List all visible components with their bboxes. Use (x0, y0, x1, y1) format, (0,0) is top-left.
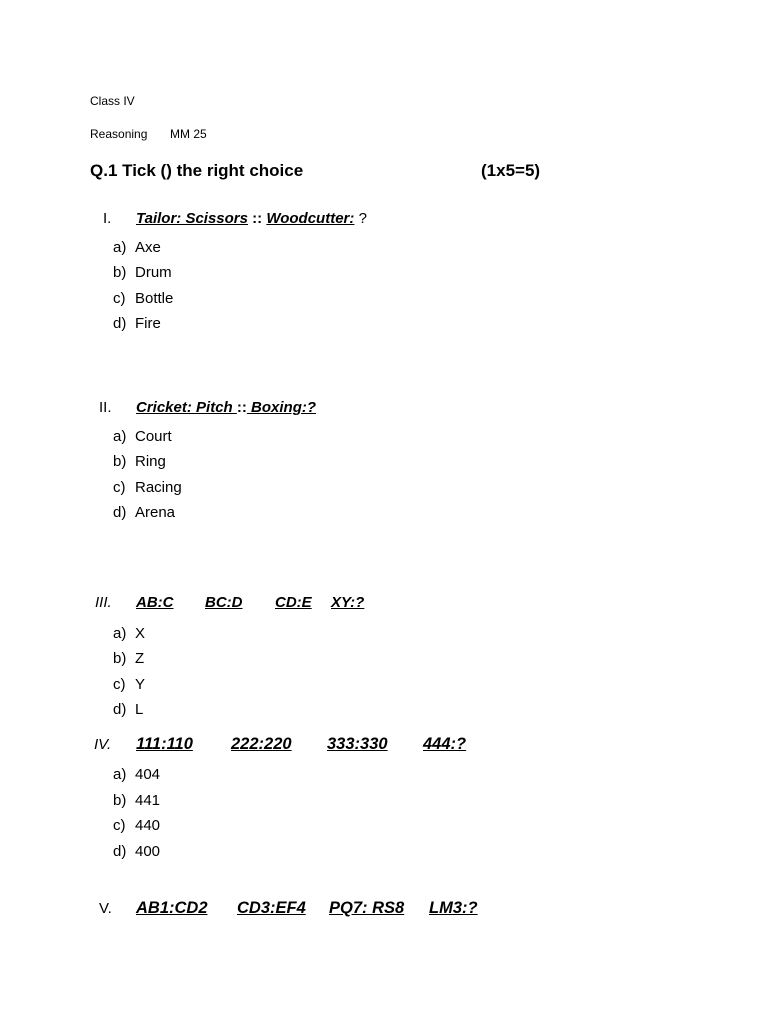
option-letter: a) (113, 766, 127, 783)
option-item[interactable] (113, 453, 166, 470)
question-term (275, 594, 312, 611)
option-letter: b) (113, 650, 127, 667)
question-term (423, 735, 466, 754)
option-item[interactable] (113, 428, 172, 445)
option-text: Fire (135, 315, 161, 332)
option-item[interactable] (113, 479, 182, 496)
option-text: L (135, 701, 144, 718)
option-letter: c) (113, 479, 126, 496)
option-item[interactable] (113, 650, 144, 667)
question-term (136, 899, 208, 918)
term-text: CD:E (275, 594, 312, 611)
question-term: Boxing:? (246, 399, 317, 416)
option-letter: b) (113, 264, 127, 281)
term-text: 333:330 (327, 735, 388, 753)
question-term (205, 594, 243, 611)
analogy-separator: :: (252, 210, 263, 227)
option-letter: d) (113, 701, 127, 718)
option-item[interactable] (113, 701, 143, 718)
term-text: AB1:CD2 (136, 899, 208, 917)
section-marks: (1x5=5) (481, 161, 541, 180)
question-term (327, 735, 388, 754)
question-stem (136, 399, 316, 416)
question-term: Tailor: Scissors (136, 210, 248, 227)
option-text: Axe (135, 239, 161, 256)
question-mark: ? (358, 210, 367, 227)
term-text: 222:220 (231, 735, 292, 753)
option-text: Ring (135, 453, 166, 470)
term-text: CD3:EF4 (237, 899, 306, 917)
question-term (136, 735, 193, 754)
question-term (136, 594, 174, 611)
option-item[interactable] (113, 817, 160, 834)
question-number: I. (103, 210, 112, 227)
option-text: 404 (135, 766, 161, 783)
question-term (331, 594, 364, 611)
question-number: II. (99, 399, 112, 416)
question-term: Cricket: Pitch (136, 399, 237, 416)
term-text: 111:110 (136, 735, 193, 753)
option-text: Racing (135, 479, 182, 496)
class-label: Class IV (90, 94, 135, 108)
option-letter: a) (113, 625, 127, 642)
option-text: Arena (135, 504, 176, 521)
subject-label: Reasoning (90, 127, 148, 141)
option-letter: b) (113, 792, 127, 809)
option-item[interactable] (113, 264, 172, 281)
option-item[interactable] (113, 290, 173, 307)
option-text: 440 (135, 817, 161, 834)
term-text: XY:? (331, 594, 365, 611)
option-letter: d) (113, 315, 127, 332)
option-letter: d) (113, 843, 127, 860)
option-text: Court (135, 428, 172, 445)
max-marks: MM 25 (170, 127, 207, 141)
option-item[interactable] (113, 625, 145, 642)
option-item[interactable] (113, 792, 160, 809)
option-letter: c) (113, 290, 126, 307)
option-letter: c) (113, 817, 126, 834)
option-letter: a) (113, 428, 127, 445)
option-letter: b) (113, 453, 127, 470)
option-item[interactable] (113, 504, 175, 521)
question-term: Woodcutter: (266, 210, 355, 227)
option-text: 400 (135, 843, 161, 860)
option-letter: c) (113, 676, 126, 693)
term-text: LM3:? (429, 899, 478, 917)
term-text: 444:? (423, 735, 467, 753)
option-letter: d) (113, 504, 127, 521)
option-text: Y (135, 676, 146, 693)
question-term (237, 899, 306, 918)
option-item[interactable] (113, 766, 160, 783)
option-item[interactable] (113, 239, 161, 256)
question-term (231, 735, 292, 754)
analogy-separator: :: (236, 399, 247, 416)
term-text: PQ7: RS8 (329, 899, 405, 917)
question-number: V. (99, 900, 112, 917)
option-text: Z (135, 650, 145, 667)
option-text: Drum (135, 264, 172, 281)
term-text: AB:C (136, 594, 174, 611)
option-letter: a) (113, 239, 127, 256)
option-text: 441 (135, 792, 161, 809)
option-text: Bottle (135, 290, 174, 307)
option-item[interactable] (113, 676, 145, 693)
option-item[interactable] (113, 843, 160, 860)
question-number: IV. (94, 736, 112, 753)
question-stem (136, 210, 367, 227)
question-number: III. (95, 594, 112, 611)
section-title: Q.1 Tick () the right choice (90, 161, 304, 180)
question-term (329, 899, 404, 918)
question-term (429, 899, 478, 918)
term-text: BC:D (205, 594, 243, 611)
option-item[interactable] (113, 315, 161, 332)
option-text: X (135, 625, 146, 642)
